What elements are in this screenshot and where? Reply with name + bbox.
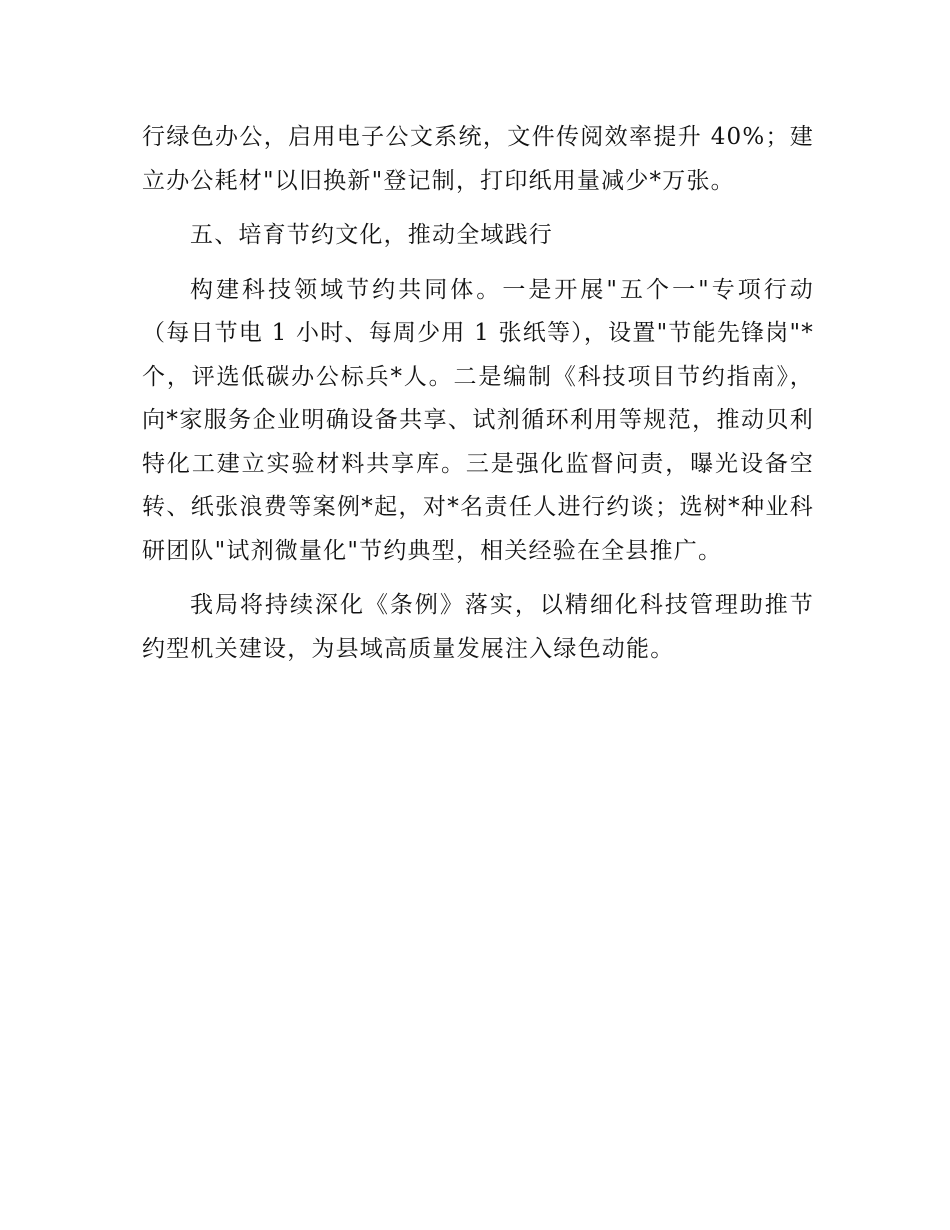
paragraph-continued-office: 行绿色办公，启用电子公文系统，文件传阅效率提升 40%；建立办公耗材"以旧换新"登记制，打印纸用量减少*万张。 xyxy=(142,124,814,194)
paragraph-conclusion: 我局将持续深化《条例》落实，以精细化科技管理助推节约型机关建设，为县域高质量发展注入绿色动能。 xyxy=(142,592,814,662)
section-heading-five: 五、培育节约文化，推动全域践行 xyxy=(190,222,553,248)
paragraph-culture-actions: 构建科技领域节约共同体。一是开展"五个一"专项行动（每日节电 1 小时、每周少用 1 张纸等），设置"节能先锋岗"*个，评选低碳办公标兵*人。二是编制《科技项目节约指南》，向*家服务企业明确设备共享、试剂循环利用等规范，推动贝利特化工建立实验材料共享库。三是强化监督问责，曝光设备空转、纸张浪费等案例*起，对*名责任人进行约谈；选树*种业科研团队"试剂微量化"节约典型，相关经验在全县推广。 xyxy=(142,276,814,564)
document-body xyxy=(142,116,814,682)
